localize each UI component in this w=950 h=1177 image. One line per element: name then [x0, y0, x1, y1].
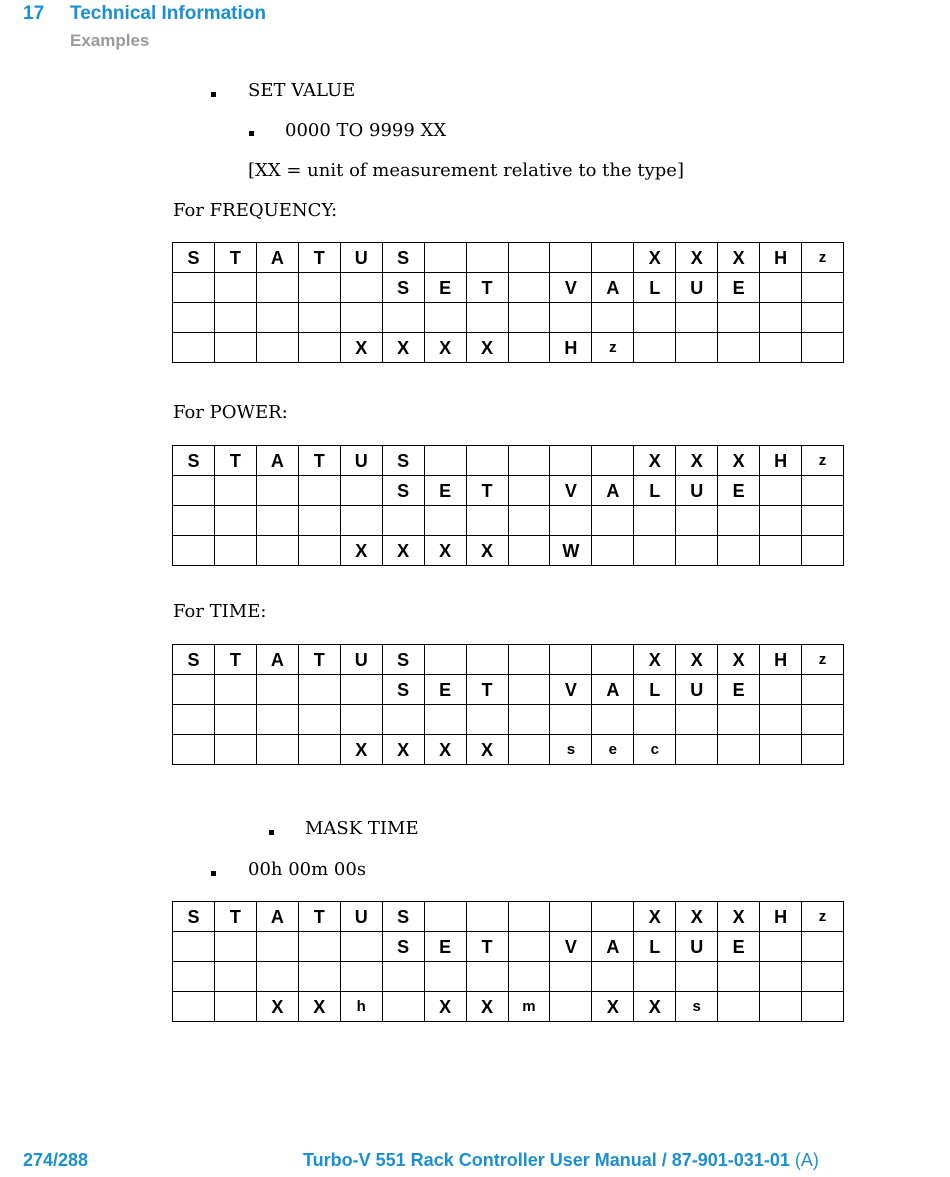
display-cell	[802, 992, 844, 1022]
display-cell: V	[550, 476, 592, 506]
display-cell	[424, 446, 466, 476]
display-cell: e	[592, 735, 634, 765]
display-cell: A	[256, 902, 298, 932]
display-cell	[508, 476, 550, 506]
display-cell	[760, 675, 802, 705]
display-cell: T	[214, 243, 256, 273]
display-cell: U	[340, 243, 382, 273]
display-cell: S	[382, 273, 424, 303]
display-cell: m	[508, 992, 550, 1022]
display-cell	[676, 735, 718, 765]
table-row	[173, 243, 844, 273]
display-cell	[173, 333, 215, 363]
display-cell: S	[382, 446, 424, 476]
display-cell	[760, 476, 802, 506]
display-cell: X	[634, 645, 676, 675]
display-cell	[173, 303, 215, 333]
display-cell: H	[760, 243, 802, 273]
display-cell	[760, 303, 802, 333]
display-cell: z	[802, 243, 844, 273]
display-cell	[802, 506, 844, 536]
display-cell	[508, 645, 550, 675]
display-cell: X	[634, 446, 676, 476]
mask-time-label: MASK TIME	[305, 818, 419, 839]
display-cell	[634, 303, 676, 333]
display-cell: X	[676, 645, 718, 675]
display-cell: T	[298, 446, 340, 476]
display-cell	[340, 705, 382, 735]
display-cell	[508, 303, 550, 333]
table-row	[173, 962, 844, 992]
display-cell: S	[382, 902, 424, 932]
display-cell	[340, 303, 382, 333]
display-cell	[592, 446, 634, 476]
display-cell: h	[340, 992, 382, 1022]
table-row	[173, 506, 844, 536]
display-cell	[718, 962, 760, 992]
display-cell: V	[550, 273, 592, 303]
manual-title: Turbo-V 551 Rack Controller User Manual / 87-901-031-01	[303, 1150, 790, 1170]
display-cell: s	[676, 992, 718, 1022]
display-cell: X	[382, 536, 424, 566]
display-cell: H	[760, 645, 802, 675]
display-cell	[508, 735, 550, 765]
display-cell: A	[592, 932, 634, 962]
display-cell	[298, 273, 340, 303]
display-cell: S	[382, 675, 424, 705]
display-cell	[424, 705, 466, 735]
display-cell: T	[466, 932, 508, 962]
display-cell	[676, 506, 718, 536]
display-cell: T	[298, 645, 340, 675]
display-cell	[173, 735, 215, 765]
display-cell	[424, 506, 466, 536]
display-cell: E	[718, 273, 760, 303]
display-cell	[214, 303, 256, 333]
display-cell	[508, 273, 550, 303]
display-cell	[256, 333, 298, 363]
display-cell	[802, 273, 844, 303]
display-cell	[256, 506, 298, 536]
display-cell: X	[634, 243, 676, 273]
display-cell: T	[466, 476, 508, 506]
display-cell: X	[676, 902, 718, 932]
display-cell: z	[802, 446, 844, 476]
display-cell: X	[466, 992, 508, 1022]
display-cell	[550, 446, 592, 476]
table-row	[173, 735, 844, 765]
display-cell	[634, 962, 676, 992]
display-cell	[508, 446, 550, 476]
display-cell: U	[340, 446, 382, 476]
time-display-table	[172, 644, 844, 765]
display-cell	[676, 705, 718, 735]
display-cell	[676, 536, 718, 566]
display-cell: E	[718, 932, 760, 962]
display-cell	[256, 705, 298, 735]
display-cell	[508, 705, 550, 735]
display-cell	[214, 506, 256, 536]
table-row	[173, 645, 844, 675]
display-cell	[760, 333, 802, 363]
display-cell	[340, 962, 382, 992]
display-cell	[466, 506, 508, 536]
display-cell	[466, 446, 508, 476]
display-cell: X	[256, 992, 298, 1022]
display-cell: X	[424, 333, 466, 363]
display-cell	[592, 902, 634, 932]
display-cell: T	[298, 902, 340, 932]
display-cell	[298, 536, 340, 566]
page-number: 274/288	[23, 1150, 89, 1170]
display-cell: S	[382, 645, 424, 675]
display-cell	[466, 645, 508, 675]
display-cell: U	[340, 645, 382, 675]
display-cell	[634, 705, 676, 735]
display-cell: X	[340, 333, 382, 363]
display-cell: A	[256, 446, 298, 476]
display-cell	[508, 243, 550, 273]
display-cell	[508, 675, 550, 705]
mask-format-text: 00h 00m 00s	[248, 859, 367, 880]
display-cell: A	[592, 273, 634, 303]
display-cell	[550, 705, 592, 735]
display-cell	[214, 705, 256, 735]
table-row	[173, 333, 844, 363]
display-cell	[298, 932, 340, 962]
display-cell	[718, 735, 760, 765]
display-cell	[214, 932, 256, 962]
display-cell	[550, 303, 592, 333]
time-heading: For TIME:	[173, 601, 267, 622]
display-cell: A	[256, 243, 298, 273]
display-cell	[592, 645, 634, 675]
display-cell	[508, 902, 550, 932]
display-cell: U	[676, 273, 718, 303]
display-cell: V	[550, 932, 592, 962]
frequency-heading: For FREQUENCY:	[173, 200, 338, 221]
display-cell	[760, 705, 802, 735]
display-cell	[676, 962, 718, 992]
display-cell	[382, 303, 424, 333]
display-cell: H	[760, 446, 802, 476]
display-cell	[760, 536, 802, 566]
display-cell	[256, 962, 298, 992]
power-heading: For POWER:	[173, 402, 288, 423]
display-cell	[592, 705, 634, 735]
display-cell	[256, 303, 298, 333]
display-cell: X	[424, 735, 466, 765]
table-row	[173, 446, 844, 476]
display-cell: s	[550, 735, 592, 765]
display-cell	[340, 476, 382, 506]
display-cell	[550, 243, 592, 273]
display-cell: X	[718, 645, 760, 675]
display-cell: U	[676, 476, 718, 506]
display-cell	[256, 932, 298, 962]
display-cell	[298, 735, 340, 765]
display-cell	[550, 506, 592, 536]
display-cell	[298, 675, 340, 705]
display-cell: X	[340, 735, 382, 765]
display-cell	[173, 506, 215, 536]
display-cell	[173, 273, 215, 303]
display-cell	[340, 273, 382, 303]
display-cell	[592, 536, 634, 566]
display-cell	[592, 243, 634, 273]
display-cell	[424, 902, 466, 932]
display-cell	[173, 962, 215, 992]
display-cell: V	[550, 675, 592, 705]
display-cell	[634, 333, 676, 363]
display-cell	[508, 333, 550, 363]
display-cell	[340, 932, 382, 962]
display-cell	[550, 962, 592, 992]
display-cell	[802, 735, 844, 765]
display-cell: z	[592, 333, 634, 363]
display-cell: X	[634, 902, 676, 932]
display-cell	[592, 303, 634, 333]
display-cell: L	[634, 273, 676, 303]
chapter-title: Technical Information	[70, 3, 267, 24]
display-cell	[382, 992, 424, 1022]
display-cell: S	[173, 902, 215, 932]
display-cell: X	[676, 243, 718, 273]
display-cell: L	[634, 476, 676, 506]
table-row	[173, 273, 844, 303]
display-cell: X	[592, 992, 634, 1022]
display-cell: E	[718, 675, 760, 705]
display-cell	[424, 645, 466, 675]
display-cell	[173, 476, 215, 506]
bullet-marker	[211, 871, 216, 876]
table-row	[173, 675, 844, 705]
display-cell: T	[214, 446, 256, 476]
table-row	[173, 902, 844, 932]
display-cell: S	[173, 446, 215, 476]
display-cell: U	[676, 932, 718, 962]
display-cell	[718, 303, 760, 333]
display-cell	[508, 932, 550, 962]
display-cell: X	[718, 243, 760, 273]
display-cell: X	[466, 333, 508, 363]
bullet-marker	[249, 131, 254, 136]
display-cell: c	[634, 735, 676, 765]
display-cell	[718, 536, 760, 566]
display-cell: E	[424, 675, 466, 705]
display-cell	[424, 962, 466, 992]
range-text: 0000 TO 9999 XX	[285, 120, 447, 141]
display-cell: X	[718, 902, 760, 932]
display-cell: X	[676, 446, 718, 476]
display-cell	[466, 962, 508, 992]
display-cell: T	[466, 273, 508, 303]
display-cell: S	[382, 243, 424, 273]
display-cell	[592, 962, 634, 992]
display-cell: E	[424, 476, 466, 506]
display-cell	[802, 932, 844, 962]
footer-manual-title	[303, 1150, 819, 1171]
display-cell	[382, 962, 424, 992]
display-cell: L	[634, 675, 676, 705]
display-cell	[214, 992, 256, 1022]
display-cell	[256, 273, 298, 303]
display-cell	[634, 506, 676, 536]
display-cell	[760, 735, 802, 765]
display-cell: X	[634, 992, 676, 1022]
display-cell	[550, 645, 592, 675]
display-cell: z	[802, 902, 844, 932]
display-cell: E	[718, 476, 760, 506]
display-cell	[760, 962, 802, 992]
frequency-display-table	[172, 242, 844, 363]
display-cell: X	[466, 536, 508, 566]
display-cell	[466, 902, 508, 932]
display-cell	[214, 675, 256, 705]
display-cell	[424, 303, 466, 333]
display-cell	[298, 962, 340, 992]
display-cell	[718, 705, 760, 735]
display-cell: H	[760, 902, 802, 932]
display-cell: X	[718, 446, 760, 476]
table-row	[173, 476, 844, 506]
display-cell	[550, 902, 592, 932]
display-cell	[298, 476, 340, 506]
display-cell: z	[802, 645, 844, 675]
display-cell: W	[550, 536, 592, 566]
display-cell	[802, 303, 844, 333]
display-cell: S	[382, 932, 424, 962]
display-cell	[802, 536, 844, 566]
display-cell: S	[173, 645, 215, 675]
display-cell: E	[424, 932, 466, 962]
display-cell	[173, 705, 215, 735]
bullet-marker	[211, 92, 216, 97]
display-cell	[340, 506, 382, 536]
display-cell: X	[340, 536, 382, 566]
display-cell: X	[466, 735, 508, 765]
display-cell: X	[382, 333, 424, 363]
power-display-table	[172, 445, 844, 566]
display-cell	[424, 243, 466, 273]
display-cell	[760, 273, 802, 303]
display-cell	[466, 705, 508, 735]
display-cell	[214, 735, 256, 765]
display-cell	[592, 506, 634, 536]
display-cell	[802, 705, 844, 735]
display-cell	[718, 506, 760, 536]
display-cell	[760, 932, 802, 962]
display-cell	[340, 675, 382, 705]
display-cell: E	[424, 273, 466, 303]
display-cell: S	[382, 476, 424, 506]
display-cell: X	[424, 536, 466, 566]
display-cell	[802, 962, 844, 992]
display-cell	[508, 962, 550, 992]
display-cell: X	[382, 735, 424, 765]
display-cell	[634, 536, 676, 566]
display-cell: T	[214, 902, 256, 932]
display-cell: T	[466, 675, 508, 705]
display-cell	[802, 675, 844, 705]
display-cell	[508, 506, 550, 536]
display-cell	[256, 536, 298, 566]
display-cell	[214, 273, 256, 303]
display-cell	[382, 506, 424, 536]
display-cell: U	[340, 902, 382, 932]
display-cell: U	[676, 675, 718, 705]
display-cell	[466, 243, 508, 273]
table-row	[173, 932, 844, 962]
display-cell	[508, 536, 550, 566]
section-title: Examples	[70, 31, 150, 50]
display-cell	[214, 333, 256, 363]
display-cell	[466, 303, 508, 333]
display-cell: A	[592, 675, 634, 705]
display-cell	[173, 536, 215, 566]
table-row	[173, 536, 844, 566]
display-cell	[214, 536, 256, 566]
display-cell	[298, 506, 340, 536]
display-cell: X	[424, 992, 466, 1022]
display-cell	[676, 333, 718, 363]
unit-note: [XX = unit of measurement relative to the type]	[248, 160, 684, 181]
bullet-marker	[269, 830, 274, 835]
display-cell	[298, 333, 340, 363]
revision-label: (A)	[794, 1150, 819, 1170]
display-cell: A	[592, 476, 634, 506]
display-cell	[676, 303, 718, 333]
display-cell	[802, 333, 844, 363]
table-row	[173, 992, 844, 1022]
set-value-label: SET VALUE	[248, 80, 356, 101]
display-cell	[256, 476, 298, 506]
display-cell: L	[634, 932, 676, 962]
display-cell	[382, 705, 424, 735]
display-cell	[298, 303, 340, 333]
display-cell	[214, 476, 256, 506]
chapter-number: 17	[23, 3, 45, 24]
display-cell	[173, 992, 215, 1022]
display-cell	[173, 932, 215, 962]
table-row	[173, 705, 844, 735]
display-cell	[550, 992, 592, 1022]
display-cell: H	[550, 333, 592, 363]
display-cell: X	[298, 992, 340, 1022]
display-cell	[718, 333, 760, 363]
mask-display-table	[172, 901, 844, 1022]
display-cell: S	[173, 243, 215, 273]
display-cell	[256, 675, 298, 705]
display-cell	[298, 705, 340, 735]
display-cell: T	[214, 645, 256, 675]
display-cell: A	[256, 645, 298, 675]
display-cell: T	[298, 243, 340, 273]
display-cell	[760, 992, 802, 1022]
display-cell	[214, 962, 256, 992]
display-cell	[802, 476, 844, 506]
display-cell	[718, 992, 760, 1022]
display-cell	[760, 506, 802, 536]
display-cell	[256, 735, 298, 765]
display-cell	[173, 675, 215, 705]
table-row	[173, 303, 844, 333]
